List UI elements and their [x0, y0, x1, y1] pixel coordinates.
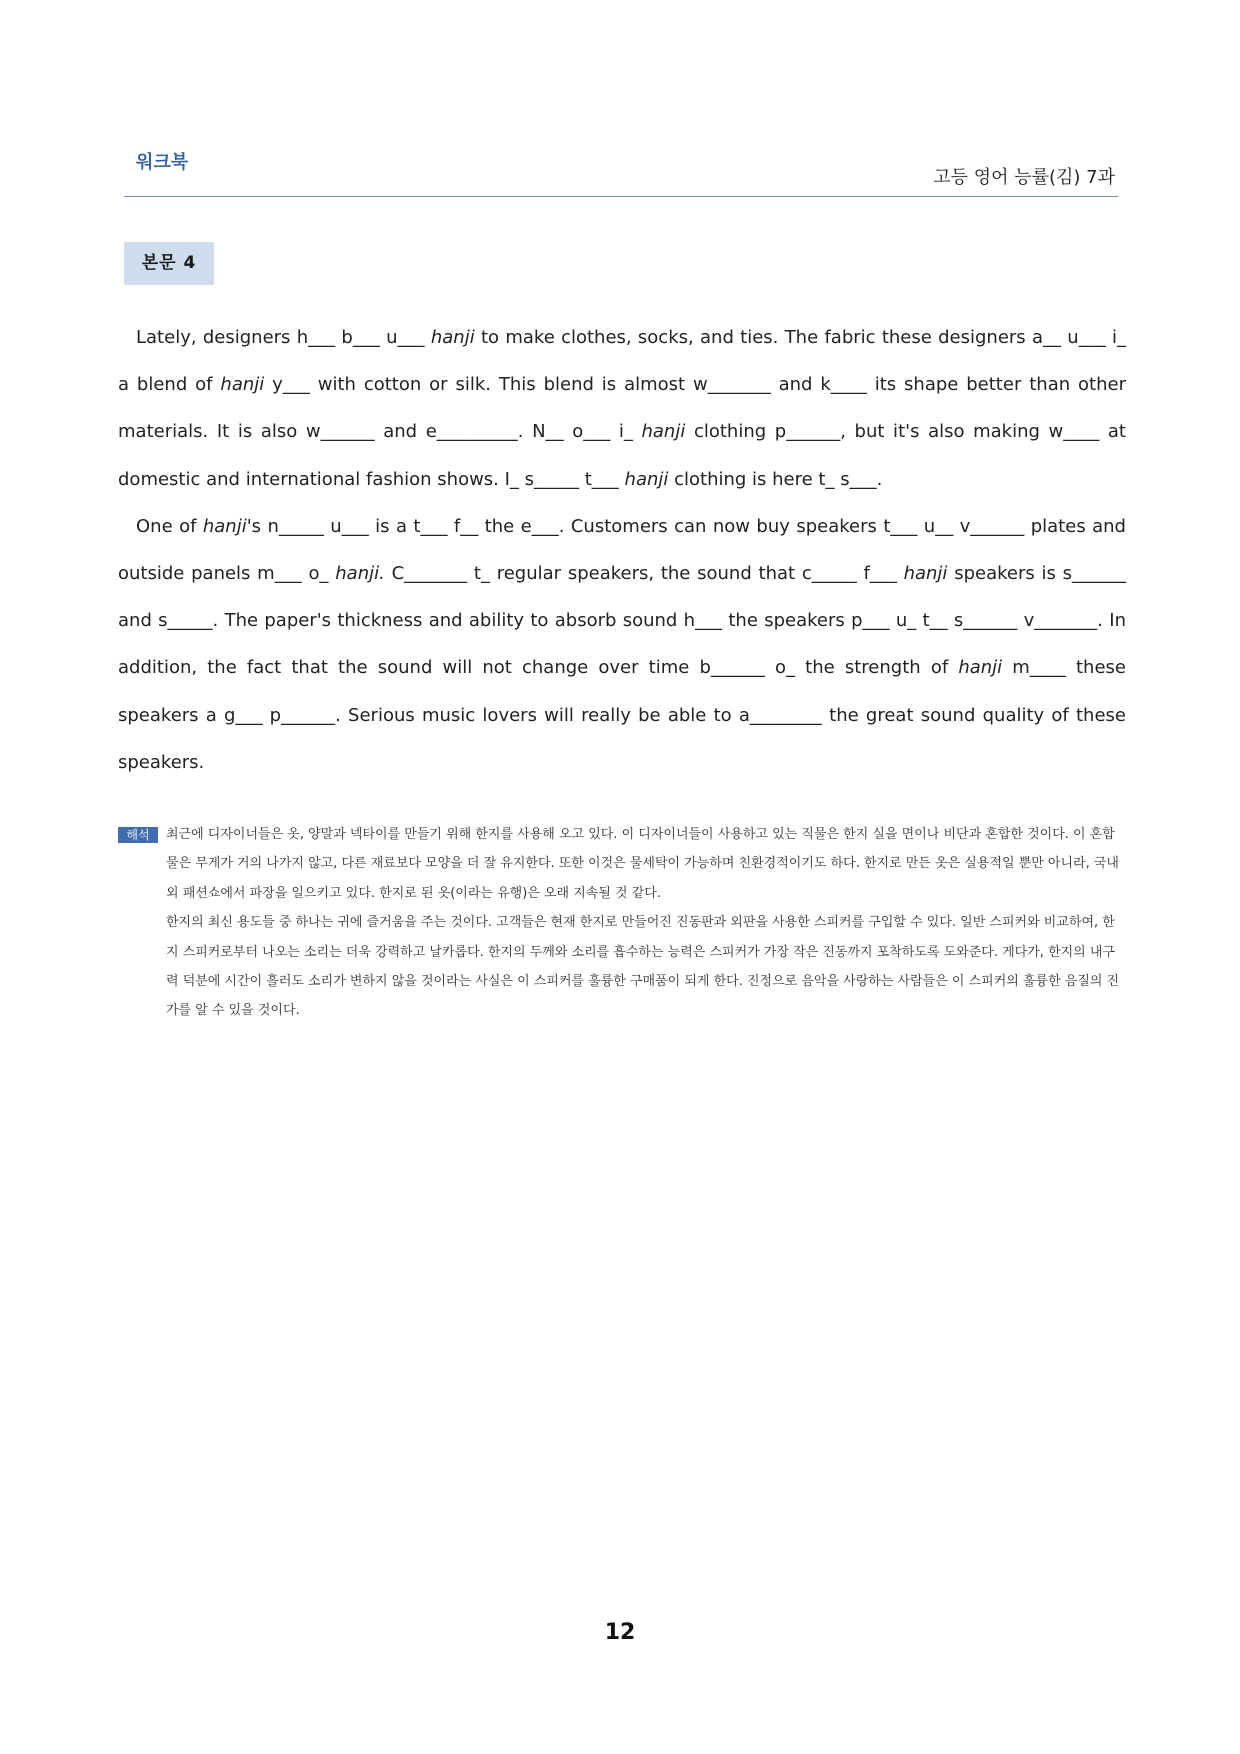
- passage-paragraph-2: [118, 503, 1126, 786]
- text-run: to make clothes, socks, and ties. The fabric these designers a__ u___ i_ a blend of: [118, 327, 1127, 396]
- text-run: clothing is here t_ s___.: [668, 468, 883, 490]
- translation-block: [118, 820, 1126, 1026]
- text-run: One of: [136, 515, 203, 537]
- text-run: 's n_____ u___ is a t___ f__ the e___. Customers can now buy speakers t___ u__ v______ plates and outside panels m___ o_: [118, 515, 1126, 585]
- translation-body: [166, 820, 1126, 1026]
- hanji-term: hanji: [903, 563, 948, 585]
- text-run: m____ these speakers a g___ p______. Serious music lovers will really be able to a________ the great sound quality of these speakers.: [118, 657, 1126, 773]
- section-tab: 본문 4: [124, 242, 214, 285]
- hanji-term: hanji: [624, 468, 669, 490]
- header-divider: [124, 196, 1118, 197]
- passage-paragraph-1: [118, 314, 1126, 503]
- translation-paragraph-1: 최근에 디자이너들은 옷, 양말과 넥타이를 만들기 위해 한지를 사용해 오고 있다. 이 디자이너들이 사용하고 있는 직물은 한지 실을 면이나 비단과 혼합한 것이다. 이 혼합물은 무게가 거의 나가지 않고, 다른 재료보다 모양을 더 잘 유지한다. 또한 이것은 물세탁이 가능하며 친환경적이기도 하다. 한지로 만든 옷은 실용적일 뿐만 아니라, 국내외 패션쇼에서 파장을 일으키고 있다. 한지로 된 옷(이라는 유행)은 오래 지속될 것 같다.: [166, 827, 1119, 901]
- text-run: speakers is s______ and s_____. The paper's thickness and ability to absorb sound h___ the speakers p___ u_ t__ s______ v_______. In addition, the fact that the sound will not change over time b______ o_ the strength of: [118, 563, 1127, 679]
- translation-badge: 해석: [118, 827, 158, 843]
- course-info: 고등 영어 능률(김) 7과: [933, 167, 1115, 188]
- workbook-label: 워크북: [136, 152, 189, 173]
- hanji-term: hanji: [430, 327, 475, 348]
- passage-text: [118, 314, 1126, 786]
- hanji-term: hanji: [641, 421, 686, 443]
- text-run: clothing p______, but it's also making w____ at domestic and international fashion shows. I_ s_____ t___: [118, 421, 1126, 490]
- translation-paragraph-2: 한지의 최신 용도들 중 하나는 귀에 즐거움을 주는 것이다. 고객들은 현재 한지로 만들어진 진동판과 외판을 사용한 스피커를 구입할 수 있다. 일반 스피커와 비교하여, 한지 스피커로부터 나오는 소리는 더욱 강력하고 날카롭다. 한지의 두께와 소리를 흡수하는 능력은 스피커가 가장 작은 진동까지 포착하도록 도와준다. 게다가, 한지의 내구력 덕분에 시간이 흘러도 소리가 변하지 않을 것이라는 사실은 이 스피커를 훌륭한 구매품이 되게 한다. 진정으로 음악을 사랑하는 사람들은 이 스피커의 훌륭한 음질의 진가를 알 수 있을 것이다.: [166, 915, 1120, 1019]
- text-run: Lately, designers h___ b___ u___: [136, 327, 431, 348]
- hanji-term: hanji: [202, 515, 247, 537]
- hanji-term: hanji: [220, 374, 265, 396]
- text-run: y___ with cotton or silk. This blend is almost w_______ and k____ its shape better than other materials. It is also w______ and e_________. N__ o___ i_: [118, 374, 1126, 443]
- text-run: C_______ t_ regular speakers, the sound that c_____ f___: [384, 563, 904, 585]
- hanji-term: hanji.: [335, 563, 385, 585]
- hanji-term: hanji: [958, 657, 1003, 679]
- page-number: 12: [604, 1620, 636, 1645]
